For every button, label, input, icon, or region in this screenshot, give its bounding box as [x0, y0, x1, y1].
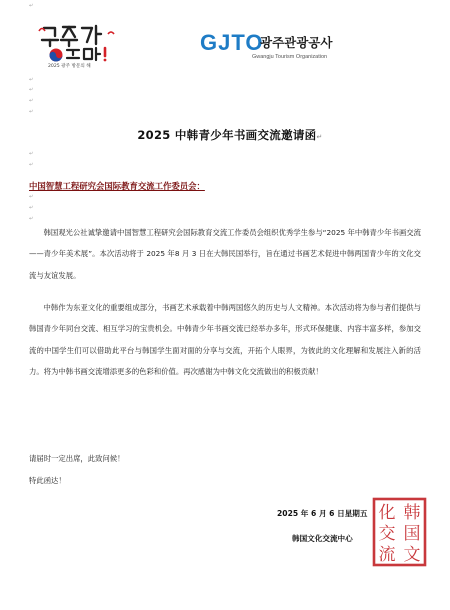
paragraph-mark: ↵: [29, 3, 34, 9]
body-paragraph-2: 中韩作为东亚文化的重要组成部分，书画艺术承载着中韩两国悠久的历史与人文精神。本次活动将为参与者们提供与韩国青少年同台交流、相互学习的宝贵机会。中韩青少年书画交流已经举办多年，形式环保健康、内容丰富多样，参加交流的中国学生们可以借助此平台与韩国学生面对面的分享与交流，开拓个人眼界，为彼此的文化理解和发展注入新的活力。将为中韩书画交流增添更多的色彩和价值。再次感谢为中韩文化交流做出的积极贡献！: [29, 303, 421, 376]
paragraph-mark: ↵: [29, 77, 34, 83]
seal-character: 韩: [403, 503, 421, 523]
body-paragraph-1: 韩国观光公社诚挚邀请中国智慧工程研究会国际教育交流工作委员会组织优秀学生参与“2025 年中韩青少年书画交流——青少年美术展”。本次活动将于 2025 年8 月 3 日在大韩民国举行，旨在通过书画艺术促进中韩两国青少年的文化交流与友谊发展。: [29, 228, 421, 280]
seal-character: 国: [403, 524, 421, 544]
signatory: 韩国文化交流中心: [292, 534, 353, 543]
seal-character: 文: [403, 545, 421, 565]
official-seal: [372, 497, 427, 567]
paragraph-mark: ↵: [316, 133, 323, 141]
paragraph-mark: ↵: [29, 194, 34, 200]
paragraph-mark: ↵: [29, 109, 34, 115]
gjto-mark: GJTO: [200, 30, 264, 55]
seal-character: 交: [378, 524, 396, 544]
seal-character: 化: [378, 503, 396, 523]
closing-line-1: 请届时一定出席，此致问候！: [29, 454, 125, 463]
wordmark-strokes: [42, 26, 101, 46]
paragraph-mark: ↵: [29, 151, 34, 157]
letter-date: 2025 年 6 月 6 日星期五: [277, 509, 368, 518]
left-logo-subtitle: 2025 광주 방문의 해: [48, 64, 91, 69]
closing-line-2: 特此函达！: [29, 476, 66, 485]
seal-character: 流: [378, 545, 396, 565]
salutation: 中国智慧工程研究会国际教育交流工作委员会：: [29, 181, 205, 191]
taegeuk-icon: [50, 49, 63, 62]
gjto-english-name: Gwangju Tourism Organization: [252, 54, 328, 60]
gjto-korean-name: 광주관광공사: [260, 35, 333, 50]
paragraph-mark: ↵: [29, 87, 34, 93]
paragraph-mark: ↵: [29, 216, 34, 222]
title-text: 2025 中韩青少年书画交流邀请函: [137, 128, 317, 142]
paragraph-mark: ↵: [29, 162, 34, 168]
wordmark-strokes-2: [67, 48, 106, 61]
document-title: [0, 127, 450, 143]
paragraph-mark: ↵: [29, 98, 34, 104]
paragraph-mark: ↵: [29, 205, 34, 211]
